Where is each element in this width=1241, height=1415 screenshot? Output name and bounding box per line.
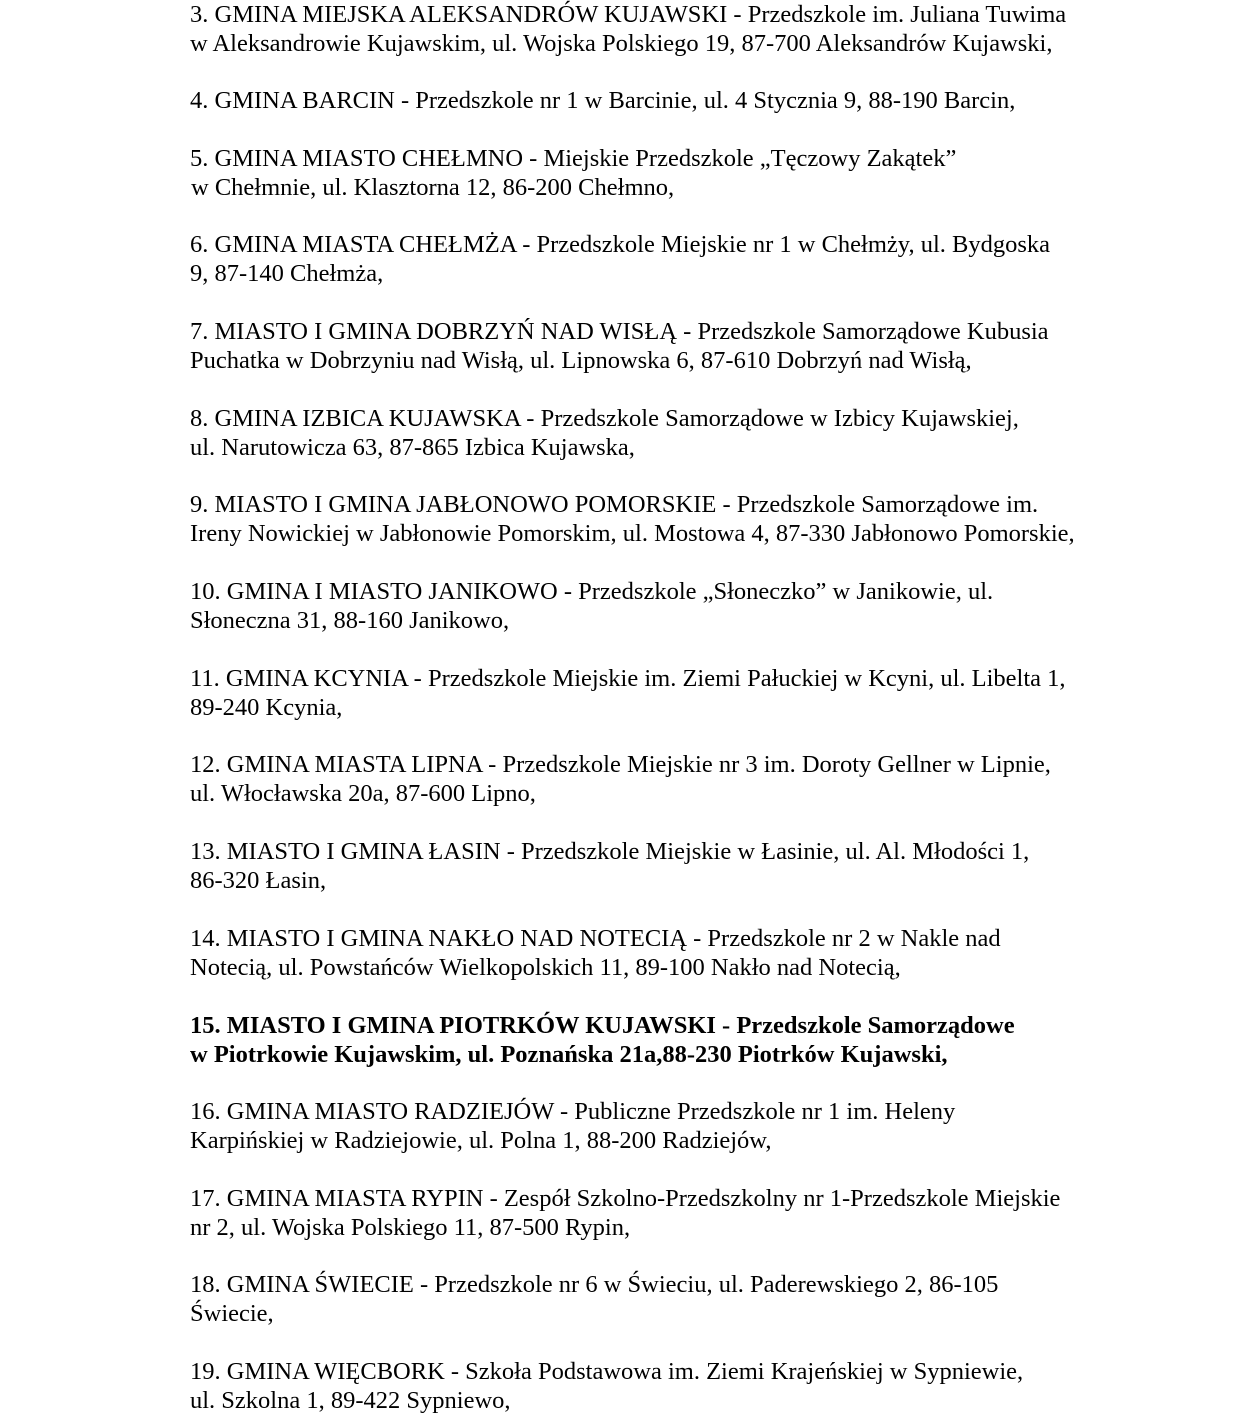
list-item-16	[190, 1097, 1130, 1155]
list-item-15	[190, 1011, 1130, 1069]
list-item-10	[190, 577, 1130, 635]
list-item-line: 16. GMINA MIASTO RADZIEJÓW - Publiczne Przedszkole nr 1 im. Heleny	[190, 1098, 956, 1125]
list-item-18	[190, 1270, 1130, 1328]
list-item-9	[190, 490, 1130, 548]
list-item-12	[190, 750, 1130, 808]
list-item-line: 19. GMINA WIĘCBORK - Szkoła Podstawowa im. Ziemi Krajeńskiej w Sypniewie,	[190, 1358, 1024, 1385]
list-item-line: 86-320 Łasin,	[190, 867, 327, 894]
list-item-line: 9. MIASTO I GMINA JABŁONOWO POMORSKIE - Przedszkole Samorządowe im.	[190, 491, 1039, 518]
list-item-line: 5. GMINA MIASTO CHEŁMNO - Miejskie Przedszkole „Tęczowy Zakątek”	[190, 145, 957, 172]
list-item-line: Ireny Nowickiej w Jabłonowie Pomorskim, ul. Mostowa 4, 87-330 Jabłonowo Pomorskie,	[190, 520, 1075, 547]
list-item-line: w Chełmnie, ul. Klasztorna 12, 86-200 Chełmno,	[191, 174, 675, 201]
list-item-line: Notecią, ul. Powstańców Wielkopolskich 11, 89-100 Nakło nad Notecią,	[190, 954, 901, 981]
list-item-line: 3. GMINA MIEJSKA ALEKSANDRÓW KUJAWSKI - Przedszkole im. Juliana Tuwima	[190, 1, 1067, 28]
list-item-14	[190, 924, 1130, 982]
list-item-line: 11. GMINA KCYNIA - Przedszkole Miejskie im. Ziemi Pałuckiej w Kcyni, ul. Libelta 1,	[190, 665, 1066, 692]
list-item-5	[190, 144, 1130, 202]
list-item-11	[190, 664, 1130, 722]
list-item-line: w Aleksandrowie Kujawskim, ul. Wojska Polskiego 19, 87-700 Aleksandrów Kujawski,	[190, 30, 1053, 57]
list-item-line: 12. GMINA MIASTA LIPNA - Przedszkole Miejskie nr 3 im. Doroty Gellner w Lipnie,	[190, 751, 1051, 778]
list-item-13	[190, 837, 1130, 895]
list-item-line: 8. GMINA IZBICA KUJAWSKA - Przedszkole Samorządowe w Izbicy Kujawskiej,	[190, 405, 1019, 432]
list-item-17	[190, 1184, 1130, 1242]
list-item-3	[190, 0, 1130, 58]
list-item-line: Świecie,	[190, 1300, 274, 1327]
list-item-line: 4. GMINA BARCIN - Przedszkole nr 1 w Barcinie, ul. 4 Stycznia 9, 88-190 Barcin,	[190, 87, 1016, 114]
list-item-line: 14. MIASTO I GMINA NAKŁO NAD NOTECIĄ - Przedszkole nr 2 w Nakle nad	[190, 925, 1001, 952]
list-item-line: ul. Narutowicza 63, 87-865 Izbica Kujawska,	[190, 434, 635, 461]
list-item-line: Puchatka w Dobrzyniu nad Wisłą, ul. Lipnowska 6, 87-610 Dobrzyń nad Wisłą,	[190, 347, 972, 374]
list-item-line: nr 2, ul. Wojska Polskiego 11, 87-500 Rypin,	[190, 1214, 631, 1241]
list-item-line: w Piotrkowie Kujawskim, ul. Poznańska 21a,88-230 Piotrków Kujawski,	[190, 1041, 948, 1068]
list-item-line: 17. GMINA MIASTA RYPIN - Zespół Szkolno-Przedszkolny nr 1-Przedszkole Miejskie	[190, 1185, 1061, 1212]
list-item-line: ul. Włocławska 20a, 87-600 Lipno,	[190, 780, 536, 807]
list-item-line: 7. MIASTO I GMINA DOBRZYŃ NAD WISŁĄ - Przedszkole Samorządowe Kubusia	[190, 318, 1049, 345]
list-item-19	[190, 1357, 1130, 1415]
list-item-line: Słoneczna 31, 88-160 Janikowo,	[190, 607, 510, 634]
list-item-line: 9, 87-140 Chełmża,	[190, 260, 384, 287]
list-item-line: 10. GMINA I MIASTO JANIKOWO - Przedszkole „Słoneczko” w Janikowie, ul.	[190, 578, 994, 605]
list-item-line: ul. Szkolna 1, 89-422 Sypniewo,	[190, 1387, 511, 1414]
list-item-4	[190, 86, 1130, 115]
list-item-line: 13. MIASTO I GMINA ŁASIN - Przedszkole Miejskie w Łasinie, ul. Al. Młodości 1,	[190, 838, 1030, 865]
list-item-line: 6. GMINA MIASTA CHEŁMŻA - Przedszkole Miejskie nr 1 w Chełmży, ul. Bydgoska	[190, 231, 1051, 258]
list-item-line: 89-240 Kcynia,	[190, 694, 343, 721]
list-item-8	[190, 404, 1130, 462]
list-item-line: Karpińskiej w Radziejowie, ul. Polna 1, 88-200 Radziejów,	[190, 1127, 772, 1154]
list-item-6	[190, 230, 1130, 288]
list-item-line: 18. GMINA ŚWIECIE - Przedszkole nr 6 w Świeciu, ul. Paderewskiego 2, 86-105	[190, 1271, 999, 1298]
list-item-7	[190, 317, 1130, 375]
list-item-line: 15. MIASTO I GMINA PIOTRKÓW KUJAWSKI - Przedszkole Samorządowe	[190, 1012, 1015, 1039]
